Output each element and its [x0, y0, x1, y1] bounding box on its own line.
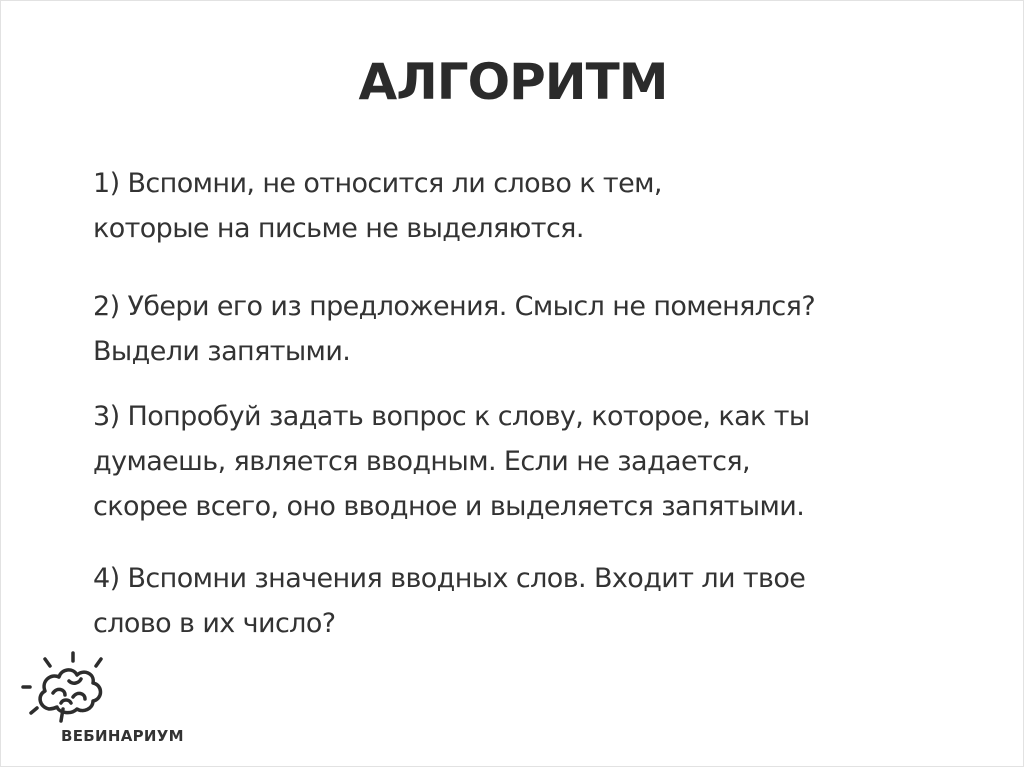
step-2-line-1: 2) Убери его из предложения. Смысл не поменялся?	[93, 291, 816, 322]
step-1-line-2: которые на письме не выделяются.	[93, 213, 584, 244]
step-3-line-3: скорее всего, оно вводное и выделяется запятыми.	[93, 491, 805, 522]
step-4-line-1: 4) Вспомни значения вводных слов. Входит ли твое	[93, 563, 806, 594]
step-2	[93, 284, 815, 374]
step-3-line-1: 3) Попробуй задать вопрос к слову, которое, как ты	[93, 401, 810, 432]
step-4	[93, 556, 805, 646]
step-1-line-1: 1) Вспомни, не относится ли слово к тем,	[93, 168, 662, 199]
webinarium-logo	[17, 647, 217, 757]
brain-icon	[17, 647, 127, 727]
step-3	[93, 394, 810, 529]
step-1	[93, 161, 662, 251]
slide-title: АЛГОРИТМ	[358, 53, 668, 111]
step-4-line-2: слово в их число?	[93, 608, 336, 639]
logo-text: ВЕБИНАРИУМ	[61, 727, 184, 745]
step-3-line-2: думаешь, является вводным. Если не задается,	[93, 446, 750, 477]
step-2-line-2: Выдели запятыми.	[93, 336, 351, 367]
